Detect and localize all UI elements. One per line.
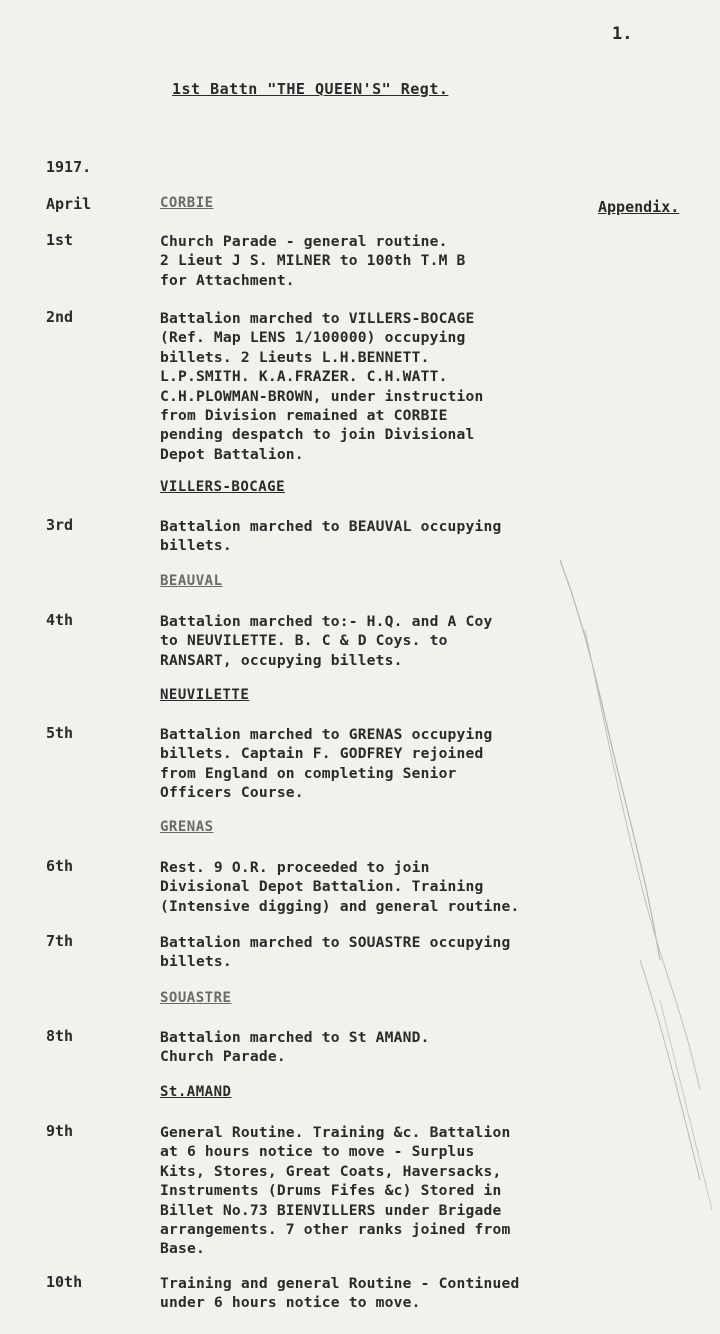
place-heading-neuvilette: NEUVILETTE bbox=[160, 687, 250, 703]
place-heading-villers-bocage: VILLERS-BOCAGE bbox=[160, 479, 286, 495]
entry-text: Battalion marched to GRENAS occupying billets. Captain F. GODFREY rejoined from England on completing Senior Officers Course. bbox=[160, 726, 493, 802]
entry-text: Battalion marched to VILLERS-BOCAGE (Ref. Map LENS 1/100000) occupying billets. 2 Lieuts L.H.BENNETT. L.P.SMITH. K.A.FRAZER. C.H.WATT. C.H.PLOWMAN-BROWN, under instruction from Division remained at CORBIE pending despatch to join Divisional Depot Battalion. bbox=[160, 310, 484, 463]
entry-date: 9th bbox=[46, 1122, 74, 1140]
entry-text: Rest. 9 O.R. proceeded to join Divisional Depot Battalion. Training (Intensive digging) and general routine. bbox=[160, 859, 520, 915]
page-number: 1. bbox=[612, 24, 633, 44]
entry-date: 8th bbox=[46, 1027, 74, 1045]
entry-date: 1st bbox=[46, 231, 74, 249]
entry-text: Training and general Routine - Continued under 6 hours notice to move. bbox=[160, 1275, 520, 1312]
place-heading-grenas: GRENAS bbox=[160, 819, 214, 835]
entry-text: General Routine. Training &c. Battalion at 6 hours notice to move - Surplus Kits, Stores, Great Coats, Haversacks, Instruments (Drums Fifes &c) Stored in Billet No.73 BIENVILLERS under Brigade arrangements. 7 other ranks joined from Base. bbox=[160, 1124, 511, 1258]
entry-date: 7th bbox=[46, 932, 74, 950]
year-heading: 1917. bbox=[46, 158, 92, 176]
entry-text: Battalion marched to:- H.Q. and A Coy to NEUVILETTE. B. C & D Coys. to RANSART, occupying billets. bbox=[160, 613, 493, 669]
entry-text: Battalion marched to SOUASTRE occupying billets. bbox=[160, 934, 511, 971]
entry-date: 2nd bbox=[46, 308, 74, 326]
entry-date: 10th bbox=[46, 1273, 83, 1291]
entry-date: 3rd bbox=[46, 516, 74, 534]
place-heading-beauval: BEAUVAL bbox=[160, 573, 223, 589]
appendix-heading: Appendix. bbox=[598, 198, 680, 216]
place-heading-souastre: SOUASTRE bbox=[160, 990, 232, 1006]
place-heading-st-amand: St.AMAND bbox=[160, 1084, 232, 1100]
entry-date: 5th bbox=[46, 724, 74, 742]
page-title: 1st Battn "THE QUEEN'S" Regt. bbox=[172, 80, 449, 98]
entry-text: Church Parade - general routine. 2 Lieut J S. MILNER to 100th T.M B for Attachment. bbox=[160, 233, 466, 289]
month-heading: April bbox=[46, 195, 92, 213]
entry-text: Battalion marched to St AMAND. Church Parade. bbox=[160, 1029, 430, 1066]
place-heading-corbie: CORBIE bbox=[160, 195, 214, 211]
entry-date: 6th bbox=[46, 857, 74, 875]
entry-text: Battalion marched to BEAUVAL occupying billets. bbox=[160, 518, 502, 555]
entry-date: 4th bbox=[46, 611, 74, 629]
